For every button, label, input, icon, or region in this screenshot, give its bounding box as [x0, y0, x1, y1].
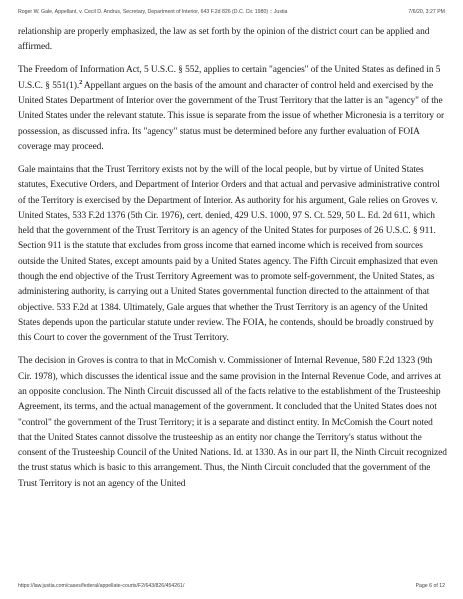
page-number: Page 6 of 12 — [415, 583, 445, 589]
page-url: https://law.justia.com/cases/federal/appellate-courts/F2/643/826/454261/ — [18, 583, 185, 589]
document-body — [18, 25, 448, 500]
page-title: Roger W. Gale, Appellant, v. Cecil D. Andrus, Secretary, Department of Interior, 643 F.2d 826 (D.C. Cir. 1980) :: Justia — [18, 9, 288, 15]
paragraph-text: The Freedom of Information Act, 5 U.S.C. § 552, applies to certain "agencies" of the United States as defined in 5 U.S.C. § 551(1). — [18, 65, 441, 91]
page-header — [18, 9, 445, 19]
page-footer — [18, 583, 445, 593]
paragraph: Gale maintains that the Trust Territory exists not by the will of the local people, but by virtue of United States statutes, Executive Orders, and Department of Interior Orders and that actual and pervasive administrative control of the Territory is exercised by the Department of Interior. As authority for his argument, Gale relies on Groves v. United States, 533 F.2d 1376 (5th Cir. 1976), cert. denied, 429 U.S. 1000, 97 S. Ct. 529, 50 L. Ed. 2d 611, which held that the government of the Trust Territory is an agency of the United States for purposes of 26 U.S.C. § 911. Section 911 is the statute that excludes from gross income that earned income which is received from sources outside the United States, except amounts paid by a United States agency. The Fifth Circuit emphasized that even though the end objective of the Trust Territory Agreement was to promote self-government, the United States, as administering authority, is carrying out a United States governmental function directed to the attainment of that objective. 533 F.2d at 1384. Ultimately, Gale argues that whether the Trust Territory is an agency of the United States depends upon the particular statute under review. The FOIA, he contends, should be broadly construed by this Court to cover the government of the Trust Territory. — [18, 164, 440, 344]
paragraph-text: Appellant argues on the basis of the amount and character of control held and exercised by the United States Department of Interior over the government of the Trust Territory that the latter is an "agency" of the United States under the relevant statute. This issue is separate from the issue of whether Micronesia is a territory or possession, as discussed infra. Its "agency" status must be determined before any further evaluation of FOIA coverage may proceed. — [18, 80, 445, 152]
print-datetime: 7/6/20, 3:27 PM — [408, 9, 445, 15]
paragraph: relationship are properly emphasized, the law as set forth by the opinion of the district court can be applied and affirmed. — [18, 27, 430, 53]
footnote-link[interactable]: 2 — [79, 79, 83, 86]
paragraph — [18, 63, 448, 155]
paragraph: The decision in Groves is contra to that in McComish v. Commissioner of Internal Revenue, 580 F.2d 1323 (9th Cir. 1978), which discusses the identical issue and the same provision in the Internal Revenue Code, and arrives at an opposite conclusion. The Ninth Circuit discussed all of the facts relative to the establishment of the Trusteeship Agreement, its terms, and the actual management of the government. It concluded that the United States does not "control" the government of the Trust Territory; it is a separate and distinct entity. In McComish the Court noted that the United States cannot dissolve the trusteeship as an entity nor change the Territory's status without the consent of the Trusteeship Council of the United Nations. Id. at 1330. As in our part II, the Ninth Circuit recognized the trust status which is basic to this arrangement. Thus, the Ninth Circuit concluded that the government of the Trust Territory is not an agency of the United — [18, 356, 447, 489]
